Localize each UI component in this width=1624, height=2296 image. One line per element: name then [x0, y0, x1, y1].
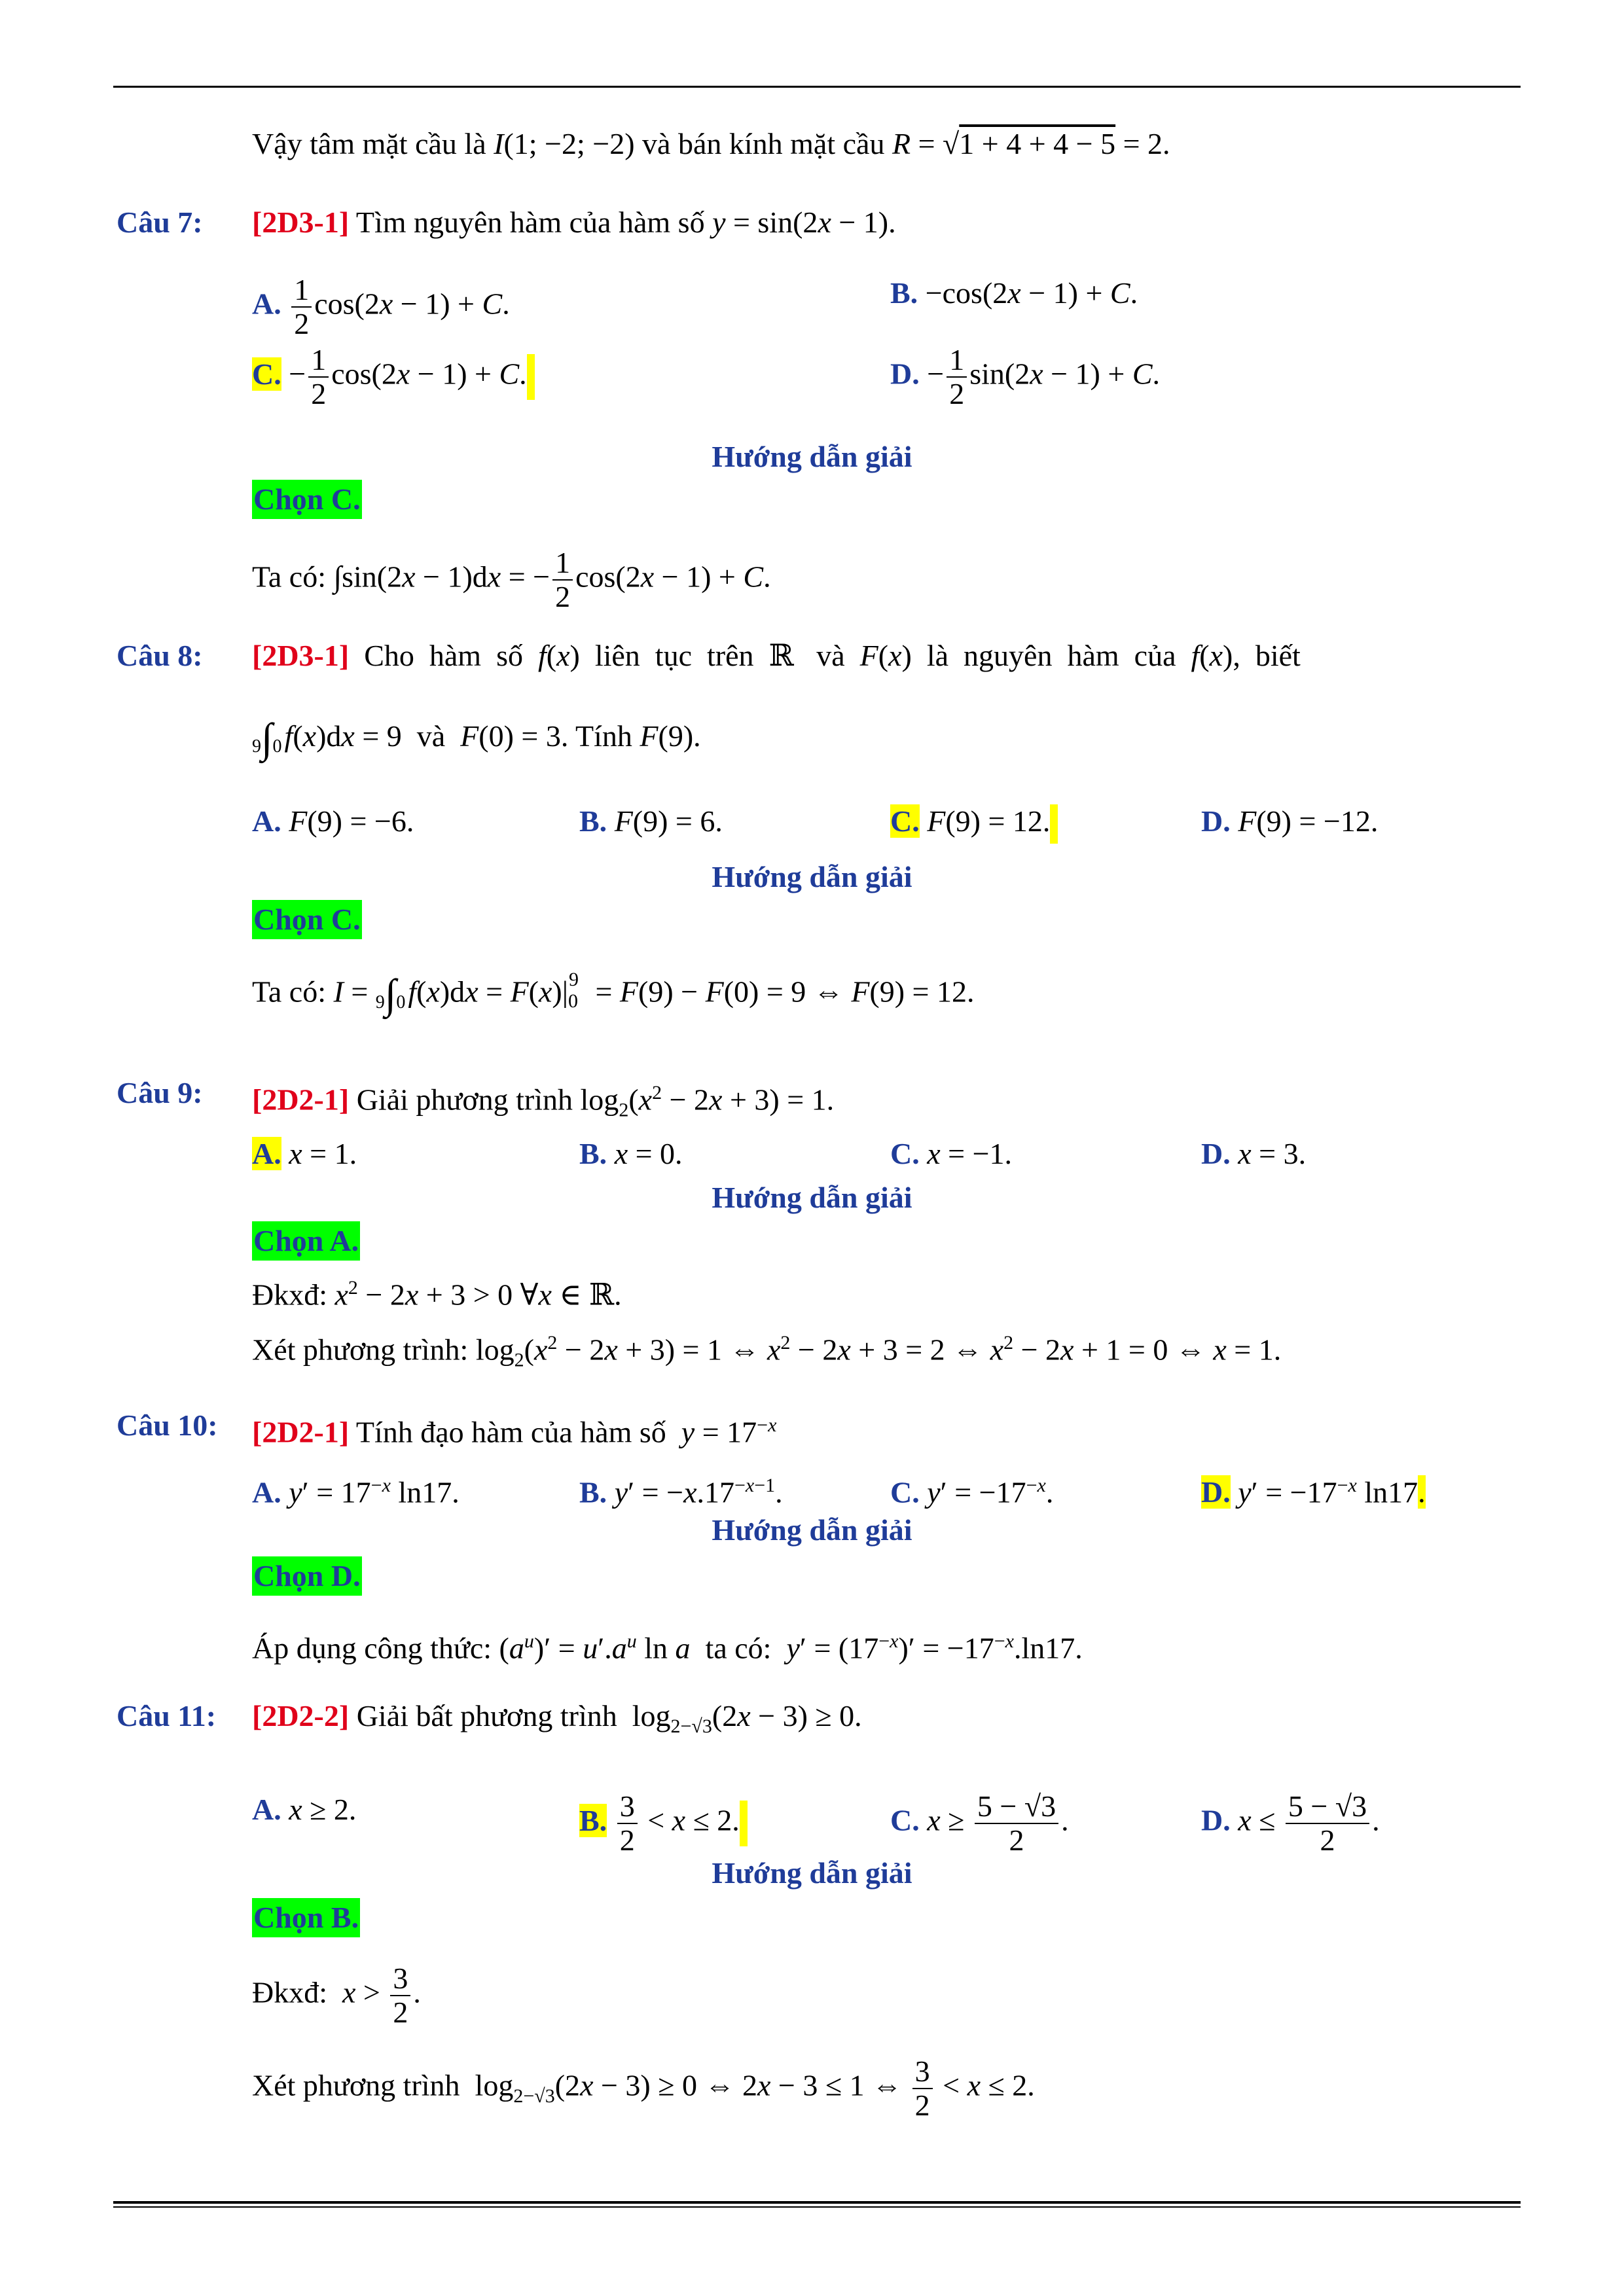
question-10-text: [2D2-1] Tính đạo hàm của hàm số $y = 17^{-x}$	[252, 1414, 777, 1449]
q7-solution: Ta có: ∫sin(2x − 1)dx = − $\frac{1}{2}$ cos(2x − 1) + C.	[252, 546, 771, 613]
q8-answer: Chọn C.	[252, 900, 362, 939]
top-rule	[113, 86, 1521, 88]
q11-option-a[interactable]: A. x ≥ 2.	[252, 1793, 357, 1826]
q9-solution: Xét phương trình: $\log_2(x^2 - 2x + 3) = 1$ ⇔ $x^2 - 2x + 3 = 2$ ⇔ $x^2 - 2x + 1 = 0$ ⇔ x = 1.	[252, 1332, 1282, 1371]
intro-line: Vậy tâm mặt cầu là I(1; −2; −2) và bán kính mặt cầu R = √1 + 4 + 4 − 5 = 2.	[252, 127, 1170, 160]
q11-condition: Đkxđ: x > $\frac{3}{2}$ .	[252, 1962, 421, 2029]
q9-option-a[interactable]: A. x = 1.	[252, 1137, 357, 1170]
q10-solution: Áp dụng công thức: $(a^u)' = u'.a^u$ ln a ta có: $y' = (17^{-x})' = -17^{-x}.\ln 17$.	[252, 1630, 1083, 1665]
q11-option-b[interactable]: B. $\frac{3}{2}$ < x ≤ 2.	[579, 1790, 748, 1857]
bottom-rule-thin	[113, 2206, 1521, 2208]
q10-answer: Chọn D.	[252, 1556, 362, 1596]
q9-option-d[interactable]: D. x = 3.	[1201, 1137, 1307, 1170]
q10-option-c[interactable]: C. $y' = -17^{-x}$.	[890, 1475, 1054, 1509]
q9-guide-heading: Hướng dẫn giải	[712, 1181, 912, 1214]
q7-guide-heading: Hướng dẫn giải	[712, 440, 912, 473]
q9-option-b[interactable]: B. x = 0.	[579, 1137, 683, 1170]
question-9-label: Câu 9:	[117, 1076, 203, 1109]
question-8-text: [2D3-1] Cho hàm số f(x) liên tục trên ℝ và F(x) là nguyên hàm của f(x), biết	[252, 639, 1301, 672]
q7-option-d[interactable]: D. − $\frac{1}{2}$ sin(2x − 1) + C.	[890, 343, 1160, 410]
q11-answer: Chọn B.	[252, 1898, 360, 1937]
q7-option-c[interactable]: C. − $\frac{1}{2}$ cos(2x − 1) + C.	[252, 344, 535, 410]
question-11-text: [2D2-2] Giải bất phương trình $\log_{2-√3}(2x - 3) \ge 0$.	[252, 1699, 862, 1738]
q9-answer: Chọn A.	[252, 1221, 360, 1261]
q8-solution: Ta có: $I = 9\int 0f(x)dx = F(x)|_0^9 = F(9) - F(0) = 9$ ⇔ F(9) = 12.	[252, 969, 975, 1017]
bottom-rule	[113, 2201, 1521, 2204]
q9-option-c[interactable]: C. x = −1.	[890, 1137, 1013, 1170]
q11-guide-heading: Hướng dẫn giải	[712, 1856, 912, 1890]
q7-option-a[interactable]: A. $\frac{1}{2}$ cos(2x − 1) + C.	[252, 273, 510, 340]
question-8-text-2: 9∫0f(x)dx = 9 và F(0) = 3. Tính F(9).	[252, 715, 701, 762]
q8-guide-heading: Hướng dẫn giải	[712, 860, 912, 893]
q7-option-b[interactable]: B. −cos(2x − 1) + C.	[890, 276, 1138, 310]
q10-option-d[interactable]: D. $y' = -17^{-x}$ ln17.	[1201, 1475, 1426, 1509]
question-11-label: Câu 11:	[117, 1699, 217, 1732]
question-9-text: [2D2-1] Giải phương trình $\log_2(x^2 - 2x + 3) = 1$.	[252, 1082, 835, 1121]
q11-option-c[interactable]: C. x ≥ $\frac{5 - √3}{2}$ .	[890, 1789, 1069, 1857]
question-10-label: Câu 10:	[117, 1408, 218, 1442]
q10-guide-heading: Hướng dẫn giải	[712, 1513, 912, 1547]
q8-option-d[interactable]: D. F(9) = −12.	[1201, 804, 1379, 838]
q11-option-d[interactable]: D. x ≤ $\frac{5 - √3}{2}$ .	[1201, 1789, 1380, 1857]
question-8-label: Câu 8:	[117, 639, 203, 672]
q10-option-b[interactable]: B. $y' = -x.17^{-x-1}$.	[579, 1475, 783, 1509]
q8-option-c[interactable]: C. F(9) = 12.	[890, 802, 1058, 844]
q10-option-a[interactable]: A. $y' = 17^{-x}$ ln17.	[252, 1475, 460, 1509]
q9-condition: Đkxđ: $x^2 - 2x + 3 > 0$ ∀x ∈ ℝ.	[252, 1277, 622, 1312]
q11-solution: Xét phương trình $\log_{2-√3}(2x - 3) \ge 0$ ⇔ 2x − 3 ≤ 1 ⇔ $\frac{3}{2}$ < x ≤ 2.	[252, 2054, 1035, 2122]
question-7-label: Câu 7:	[117, 206, 203, 239]
q7-answer: Chọn C.	[252, 480, 362, 519]
q8-option-a[interactable]: A. F(9) = −6.	[252, 804, 414, 838]
q8-option-b[interactable]: B. F(9) = 6.	[579, 804, 723, 838]
question-7-text: [2D3-1] Tìm nguyên hàm của hàm số y = sin(2x − 1).	[252, 206, 896, 239]
